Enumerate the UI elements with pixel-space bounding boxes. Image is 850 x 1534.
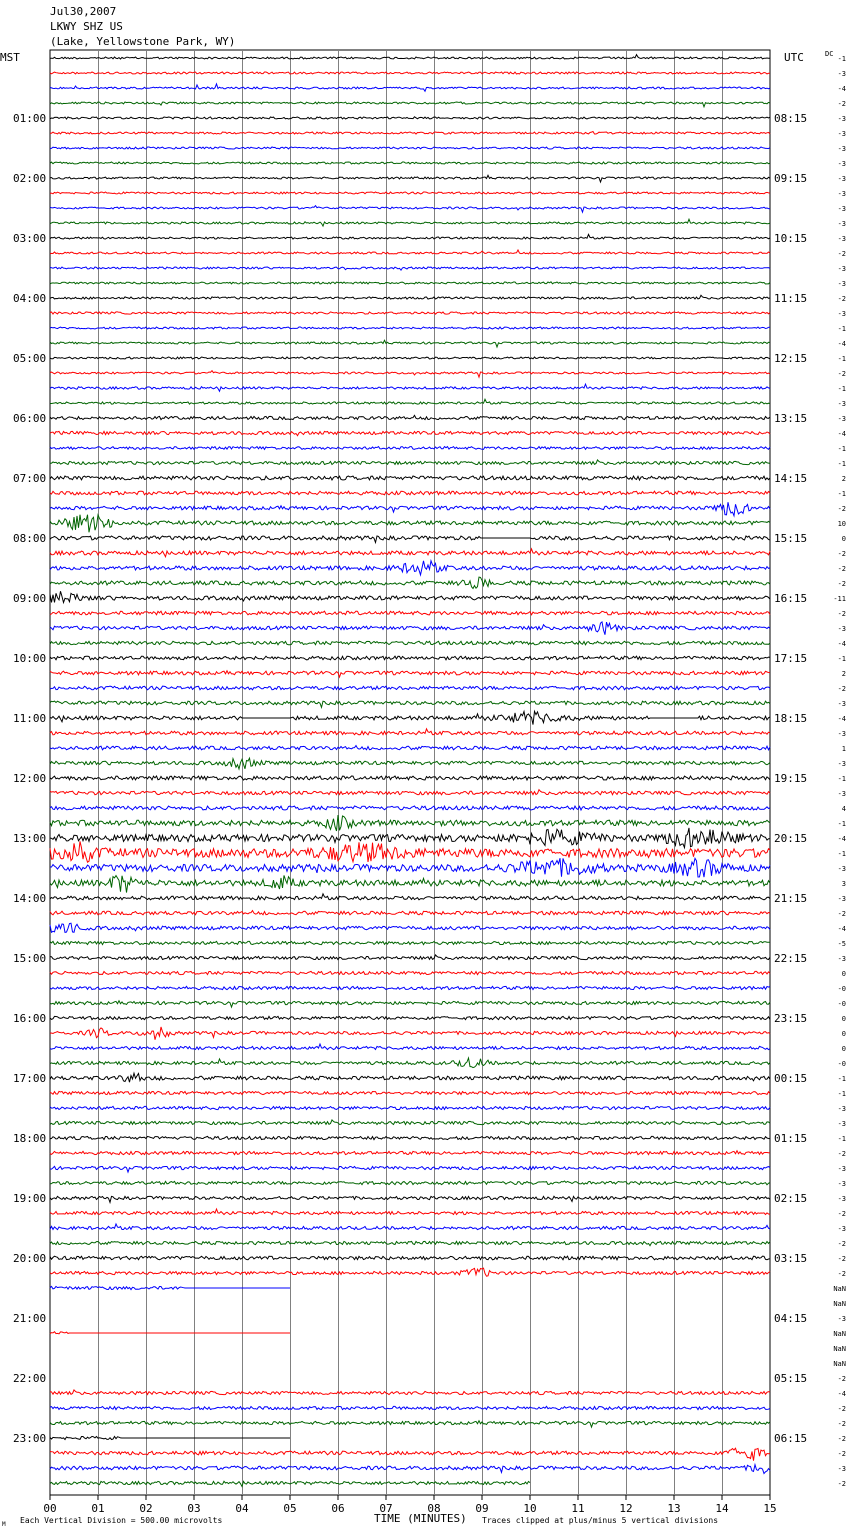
x-tick-label: 10	[523, 1502, 537, 1515]
seismic-trace	[50, 1209, 770, 1215]
seismic-trace	[50, 491, 770, 495]
left-hour-label: 03:00	[13, 232, 47, 245]
dc-offset-label: -11	[833, 595, 846, 603]
seismic-trace	[50, 986, 770, 989]
dc-offset-label: -4	[837, 715, 846, 723]
seismic-trace	[50, 84, 770, 91]
dc-offset-label: -1	[837, 1090, 846, 1098]
left-hour-label: 05:00	[13, 352, 47, 365]
seismic-trace	[50, 776, 770, 780]
dc-offset-label: NaN	[833, 1345, 846, 1353]
dc-offset-label: -0	[837, 985, 846, 993]
dc-offset-label: -3	[837, 955, 846, 963]
dc-offset-label: 0	[841, 1015, 846, 1023]
dc-offset-label: -3	[837, 190, 846, 198]
seismic-trace	[50, 340, 770, 347]
x-tick-label: 14	[715, 1502, 729, 1515]
dc-offset-label: -3	[837, 1105, 846, 1113]
seismic-trace	[50, 1224, 770, 1230]
seismic-trace	[50, 577, 770, 588]
dc-offset-label: -2	[837, 505, 846, 513]
left-hour-label: 23:00	[13, 1432, 47, 1445]
right-hour-label: 04:15	[774, 1312, 808, 1325]
seismic-trace	[50, 894, 770, 900]
dc-offset-label: -3	[837, 1165, 846, 1173]
dc-offset-label: -2	[837, 1240, 846, 1248]
dc-offset-label: -3	[837, 265, 846, 273]
seismic-trace	[50, 312, 770, 314]
dc-offset-label: -3	[837, 1225, 846, 1233]
seismic-trace	[50, 622, 770, 635]
left-hour-label: 19:00	[13, 1192, 47, 1205]
seismic-trace	[50, 611, 770, 615]
dc-offset-label: -2	[837, 250, 846, 258]
dc-offset-label: 3	[841, 880, 846, 888]
dc-offset-label: -3	[837, 1120, 846, 1128]
seismic-trace	[50, 132, 770, 135]
dc-offset-label: -2	[837, 100, 846, 108]
footer-mark: M	[2, 1521, 6, 1528]
seismic-trace	[50, 941, 770, 944]
right-hour-label: 05:15	[774, 1372, 808, 1385]
dc-offset-label: 10	[837, 520, 846, 528]
dc-offset-label: -2	[837, 1405, 846, 1413]
left-hour-label: 22:00	[13, 1372, 47, 1385]
seismic-trace	[50, 1406, 770, 1409]
right-hour-label: 22:15	[774, 952, 808, 965]
dc-offset-label: -2	[837, 550, 846, 558]
seismic-trace	[50, 1044, 770, 1050]
right-hour-label: 14:15	[774, 472, 808, 485]
seismic-trace	[50, 399, 770, 404]
left-hour-label: 07:00	[13, 472, 47, 485]
left-hour-label: 12:00	[13, 772, 47, 785]
dc-offset-label: -1	[837, 775, 846, 783]
seismic-trace	[50, 671, 770, 677]
right-hour-label: 15:15	[774, 532, 808, 545]
dc-offset-label: 1	[841, 745, 846, 753]
right-hour-label: 09:15	[774, 172, 808, 185]
dc-offset-label: -1	[837, 55, 846, 63]
seismic-trace	[50, 656, 770, 660]
dc-offset-label: -3	[837, 1315, 846, 1323]
dc-offset-label: NaN	[833, 1300, 846, 1308]
dc-offset-label: -2	[837, 565, 846, 573]
dc-offset-label: -3	[837, 130, 846, 138]
seismic-trace	[50, 1001, 770, 1007]
right-hour-label: 13:15	[774, 412, 808, 425]
dc-offset-label: -2	[837, 910, 846, 918]
dc-offset-label: -3	[837, 895, 846, 903]
seismic-trace	[50, 1196, 770, 1202]
dc-offset-label: -2	[837, 1375, 846, 1383]
dc-offset-label: -2	[837, 1210, 846, 1218]
x-tick-label: 15	[763, 1502, 777, 1515]
x-tick-label: 04	[235, 1502, 249, 1515]
seismic-trace	[50, 858, 770, 877]
x-tick-label: 07	[379, 1502, 393, 1515]
seismic-trace	[50, 1421, 770, 1427]
dc-offset-label: -2	[837, 1150, 846, 1158]
dc-offset-label: -1	[837, 325, 846, 333]
left-hour-label: 18:00	[13, 1132, 47, 1145]
left-hour-label: 14:00	[13, 892, 47, 905]
seismic-trace	[50, 206, 770, 213]
right-hour-label: 01:15	[774, 1132, 808, 1145]
footer-clip-text: Traces clipped at plus/minus 5 vertical divisions	[482, 1516, 719, 1525]
seismic-trace	[50, 415, 770, 419]
dc-offset-label: -3	[837, 280, 846, 288]
dc-offset-label: 2	[841, 475, 846, 483]
left-hour-label: 21:00	[13, 1312, 47, 1325]
dc-offset-label: -2	[837, 610, 846, 618]
seismic-trace	[50, 102, 770, 107]
seismic-trace	[50, 1286, 290, 1289]
dc-offset-label: -1	[837, 460, 846, 468]
dc-offset-label: NaN	[833, 1330, 846, 1338]
left-hour-label: 10:00	[13, 652, 47, 665]
seismic-trace	[50, 1091, 770, 1094]
dc-offset-label: -3	[837, 625, 846, 633]
seismic-trace	[50, 1027, 770, 1040]
footer-scale-text: Each Vertical Division = 500.00 microvolts	[20, 1516, 223, 1525]
dc-offset-label: -3	[837, 730, 846, 738]
seismic-trace	[50, 955, 770, 960]
seismic-trace	[50, 175, 770, 182]
right-hour-label: 16:15	[774, 592, 808, 605]
left-hour-label: 04:00	[13, 292, 47, 305]
dc-offset-label: -4	[837, 835, 846, 843]
seismic-trace	[50, 549, 770, 557]
dc-offset-label: 4	[841, 805, 846, 813]
seismic-trace	[50, 729, 770, 735]
dc-label: DC	[825, 50, 834, 58]
dc-offset-label: -2	[837, 1270, 846, 1278]
seismic-trace	[50, 515, 770, 533]
left-hour-label: 13:00	[13, 832, 47, 845]
plot-location: (Lake, Yellowstone Park, WY)	[50, 35, 236, 48]
x-tick-label: 06	[331, 1502, 345, 1515]
right-hour-label: 18:15	[774, 712, 808, 725]
seismic-trace	[50, 384, 770, 391]
seismic-trace	[50, 327, 770, 329]
seismic-trace	[50, 1073, 770, 1082]
dc-offset-label: -4	[837, 340, 846, 348]
left-hour-label: 06:00	[13, 412, 47, 425]
seismic-trace	[50, 502, 770, 516]
dc-offset-label: 0	[841, 1030, 846, 1038]
seismic-trace	[50, 841, 770, 862]
dc-offset-label: -3	[837, 700, 846, 708]
left-hour-label: 01:00	[13, 112, 47, 125]
right-hour-label: 11:15	[774, 292, 808, 305]
left-hour-label: 11:00	[13, 712, 47, 725]
seismic-trace	[50, 1136, 770, 1139]
dc-offset-label: -3	[837, 400, 846, 408]
seismic-trace	[50, 1120, 770, 1125]
dc-offset-label: -1	[837, 1075, 846, 1083]
seismic-trace	[50, 55, 770, 59]
seismic-trace	[50, 476, 770, 480]
dc-offset-label: -3	[837, 145, 846, 153]
seismic-trace	[50, 1181, 770, 1185]
dc-offset-label: -3	[837, 865, 846, 873]
dc-offset-label: -3	[837, 310, 846, 318]
left-timezone-label: MST	[0, 51, 20, 64]
seismic-trace	[50, 371, 770, 378]
x-tick-label: 08	[427, 1502, 441, 1515]
seismic-trace	[50, 1390, 770, 1395]
dc-offset-label: -0	[837, 1060, 846, 1068]
seismic-trace	[50, 641, 770, 645]
dc-offset-label: -1	[837, 490, 846, 498]
right-hour-label: 10:15	[774, 232, 808, 245]
dc-offset-label: -2	[837, 1480, 846, 1488]
seismic-trace	[50, 806, 770, 810]
x-tick-label: 13	[667, 1502, 681, 1515]
right-hour-label: 20:15	[774, 832, 808, 845]
dc-offset-label: NaN	[833, 1285, 846, 1293]
dc-offset-label: -2	[837, 370, 846, 378]
seismic-trace	[50, 162, 770, 164]
right-hour-label: 21:15	[774, 892, 808, 905]
dc-offset-label: -3	[837, 160, 846, 168]
seismic-trace	[50, 117, 770, 119]
plot-date: Jul30,2007	[50, 5, 117, 18]
dc-offset-label: -3	[837, 1195, 846, 1203]
seismic-trace	[50, 1016, 770, 1020]
seismic-trace	[50, 147, 770, 149]
seismic-trace	[50, 923, 770, 932]
right-hour-label: 12:15	[774, 352, 808, 365]
dc-offset-label: -3	[837, 1180, 846, 1188]
dc-offset-label: 0	[841, 535, 846, 543]
dc-offset-label: -2	[837, 580, 846, 588]
seismic-trace	[50, 357, 770, 359]
left-hour-label: 08:00	[13, 532, 47, 545]
seismic-trace	[50, 1465, 770, 1474]
seismic-trace	[50, 536, 770, 543]
seismic-trace	[50, 1151, 770, 1155]
seismic-trace	[50, 431, 770, 435]
dc-offset-label: -2	[837, 1255, 846, 1263]
right-hour-label: 03:15	[774, 1252, 808, 1265]
left-hour-label: 20:00	[13, 1252, 47, 1265]
seismic-trace	[50, 875, 770, 892]
dc-offset-label: -0	[837, 1000, 846, 1008]
seismic-trace	[50, 1448, 770, 1461]
dc-offset-label: 0	[841, 970, 846, 978]
dc-offset-label: -1	[837, 355, 846, 363]
seismic-trace	[50, 234, 770, 239]
x-tick-label: 05	[283, 1502, 297, 1515]
dc-offset-label: -4	[837, 925, 846, 933]
dc-offset-label: -1	[837, 445, 846, 453]
plot-station: LKWY SHZ US	[50, 20, 123, 33]
left-hour-label: 09:00	[13, 592, 47, 605]
x-tick-label: 09	[475, 1502, 489, 1515]
seismic-trace	[50, 219, 770, 226]
seismic-trace	[50, 72, 770, 74]
x-tick-label: 01	[91, 1502, 105, 1515]
seismic-trace	[50, 267, 770, 270]
seismic-trace	[50, 1256, 770, 1260]
dc-offset-label: -1	[837, 820, 846, 828]
seismic-trace	[50, 1166, 770, 1172]
seismic-trace	[50, 1268, 770, 1276]
right-hour-label: 06:15	[774, 1432, 808, 1445]
right-hour-label: 19:15	[774, 772, 808, 785]
seismic-trace	[50, 828, 770, 848]
right-hour-label: 00:15	[774, 1072, 808, 1085]
dc-offset-label: -2	[837, 1435, 846, 1443]
seismic-trace	[50, 192, 770, 194]
seismic-trace	[50, 460, 770, 465]
dc-offset-label: -3	[837, 415, 846, 423]
dc-offset-label: -3	[837, 205, 846, 213]
dc-offset-label: -5	[837, 940, 846, 948]
dc-offset-label: -3	[837, 175, 846, 183]
dc-offset-label: 0	[841, 1045, 846, 1053]
seismic-trace	[50, 758, 770, 769]
dc-offset-label: -1	[837, 850, 846, 858]
x-tick-label: 02	[139, 1502, 153, 1515]
dc-offset-label: -3	[837, 70, 846, 78]
dc-offset-label: -3	[837, 1465, 846, 1473]
dc-offset-label: -3	[837, 220, 846, 228]
dc-offset-label: -2	[837, 685, 846, 693]
seismic-trace	[50, 282, 770, 284]
left-hour-label: 17:00	[13, 1072, 47, 1085]
dc-offset-label: -3	[837, 115, 846, 123]
dc-offset-label: -1	[837, 1135, 846, 1143]
left-hour-label: 15:00	[13, 952, 47, 965]
seismic-trace	[50, 447, 770, 450]
seismic-trace	[50, 295, 770, 299]
dc-offset-label: -2	[837, 295, 846, 303]
x-tick-label: 12	[619, 1502, 633, 1515]
seismic-trace	[50, 686, 770, 690]
seismic-trace	[50, 815, 770, 831]
seismic-trace	[50, 701, 770, 707]
right-hour-label: 08:15	[774, 112, 808, 125]
dc-offset-label: -3	[837, 235, 846, 243]
dc-offset-label: -1	[837, 655, 846, 663]
seismic-trace	[50, 1058, 770, 1068]
seismic-trace	[50, 1332, 290, 1334]
dc-offset-label: -4	[837, 1390, 846, 1398]
dc-offset-label: NaN	[833, 1360, 846, 1368]
seismic-trace	[50, 591, 770, 602]
dc-offset-label: -4	[837, 430, 846, 438]
right-timezone-label: UTC	[784, 51, 804, 64]
seismic-trace	[50, 746, 770, 750]
seismic-trace	[50, 971, 770, 974]
seismic-trace	[50, 1241, 770, 1245]
x-tick-label: 00	[43, 1502, 57, 1515]
right-hour-label: 17:15	[774, 652, 808, 665]
dc-offset-label: 2	[841, 670, 846, 678]
seismic-trace	[50, 1436, 290, 1439]
seismic-trace	[50, 1106, 770, 1109]
seismic-trace	[50, 911, 770, 915]
x-axis-label: TIME (MINUTES)	[374, 1512, 467, 1525]
left-hour-label: 02:00	[13, 172, 47, 185]
dc-offset-label: -1	[837, 385, 846, 393]
dc-offset-label: -2	[837, 1420, 846, 1428]
dc-offset-label: -4	[837, 640, 846, 648]
dc-offset-label: -3	[837, 760, 846, 768]
dc-offset-label: -4	[837, 85, 846, 93]
seismic-trace	[50, 790, 770, 795]
seismic-trace	[50, 711, 770, 724]
left-hour-label: 16:00	[13, 1012, 47, 1025]
dc-offset-label: -3	[837, 790, 846, 798]
x-tick-label: 11	[571, 1502, 585, 1515]
dc-offset-label: -2	[837, 1450, 846, 1458]
right-hour-label: 23:15	[774, 1012, 808, 1025]
seismic-trace	[50, 561, 770, 575]
x-tick-label: 03	[187, 1502, 201, 1515]
right-hour-label: 02:15	[774, 1192, 808, 1205]
seismic-trace	[50, 250, 770, 254]
